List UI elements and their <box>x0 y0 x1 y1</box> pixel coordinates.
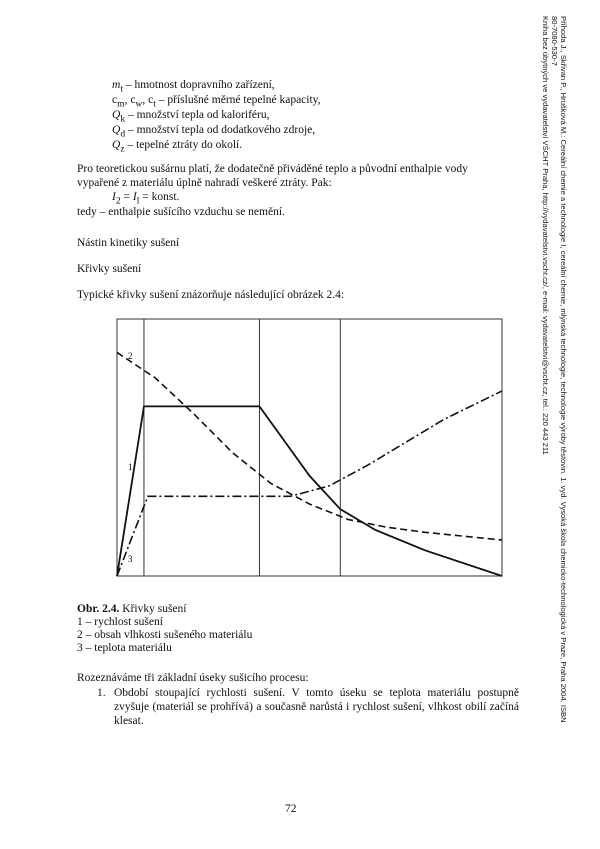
definition-text: – hmotnost dopravního zařízení, <box>122 79 275 91</box>
caption-title <box>77 602 252 615</box>
eq-text: = konst. <box>139 191 180 203</box>
section-heading: Nástin kinetiky sušení <box>77 237 180 249</box>
citation-text <box>541 16 568 836</box>
symbol: c <box>112 94 118 106</box>
symbol: m <box>112 79 121 91</box>
subscript: w <box>135 98 143 110</box>
symbol: Q <box>112 109 121 121</box>
figure-caption <box>77 602 252 654</box>
curve-2 <box>117 352 502 540</box>
subscript: m <box>117 98 125 110</box>
citation-line: 80-7080-530-7 <box>550 16 559 66</box>
list-number: 1. <box>97 687 106 699</box>
paragraph-line: Pro teoretickou sušárnu platí, že dodatečně přiváděné teplo a původní enthalpie vody <box>77 163 468 175</box>
subscript: k <box>120 113 126 125</box>
definition-text: – množství tepla od kaloriféru, <box>125 109 270 121</box>
drying-curves-chart <box>110 297 506 587</box>
figure-intro: Typické křivky sušení znázorňuje následující obrázek 2.4: <box>77 289 345 301</box>
definition-text: – tepelné ztráty do okolí. <box>124 139 243 151</box>
definition-qd <box>112 123 321 138</box>
subscript: t <box>153 98 156 110</box>
symbol: Q <box>112 139 121 151</box>
caption-item: 2 – obsah vlhkosti sušeného materiálu <box>77 629 253 641</box>
subscript: z <box>120 143 125 155</box>
eq-sign: = <box>120 191 133 203</box>
symbol: Q <box>112 124 121 136</box>
eq-symbol: I <box>132 191 137 203</box>
eq-subscript: 2 <box>115 195 121 207</box>
citation-line: Příhoda J., Skřivan P., Hrušková M.: Cereální chemie a technologie I, cereální chemie, mlýnská technologie, technologie výroby těstovin. 1. vyd. Vysoká škola chemicko-technologická v Praze, Praha 2004. ISBN <box>559 16 568 723</box>
definition-qk <box>112 108 321 123</box>
citation-sidebar <box>541 16 586 836</box>
curve-label-3: 3 <box>128 554 133 564</box>
paragraph-line: vypařené z materiálu úplně nahradí veškeré ztráty. Pak: <box>77 177 332 189</box>
caption-number: Obr. 2.4. <box>77 603 120 615</box>
caption-text: Křivky sušení <box>119 603 187 615</box>
subscript: d <box>120 128 126 140</box>
symbol-definitions <box>112 78 321 153</box>
curve-label-1: 1 <box>128 462 133 472</box>
curve-3 <box>117 391 502 576</box>
eq-symbol: I <box>112 191 116 203</box>
definition-text: , c <box>124 94 136 106</box>
definition-text: , c <box>142 94 154 106</box>
definition-c <box>112 93 321 108</box>
page-number: 72 <box>285 803 297 815</box>
plot-frame <box>117 319 502 576</box>
definition-text: – příslušné měrné tepelné kapacity, <box>155 94 321 106</box>
eq-subscript: l <box>136 195 140 207</box>
curve-1 <box>117 406 502 576</box>
paragraph-line: tedy – enthalpie sušícího vzduchu se nemění. <box>77 206 285 218</box>
definition-text: – množství tepla od dodatkového zdroje, <box>125 124 316 136</box>
definition-mt <box>112 78 321 93</box>
drying-curves-figure <box>110 297 506 587</box>
caption-item: 3 – teplota materiálu <box>77 642 172 654</box>
curve-label-2: 2 <box>128 351 133 361</box>
definition-qz <box>112 138 321 153</box>
caption-item: 1 – rychlost sušení <box>77 616 163 628</box>
paragraph: Rozeznáváme tři základní úseky sušicího procesu: <box>77 672 309 684</box>
list-text: Období stoupající rychlosti sušení. V tomto úseku se teplota materiálu postupně zvyšuje (materiál se prohřívá) a současně narůstá i rychlost sušení, vlhkost obilí začíná klesat. <box>114 687 519 727</box>
subscript: t <box>120 83 123 95</box>
citation-line: Kniha bez úbytných ve vydavatelství VŠCHT Praha, http://vydavatelstvi.vscht.cz/, e-mail: vydavatelstvi@vscht.cz, tel.: 220 443 211 <box>541 16 550 455</box>
subsection-heading: Křivky sušení <box>77 263 142 275</box>
